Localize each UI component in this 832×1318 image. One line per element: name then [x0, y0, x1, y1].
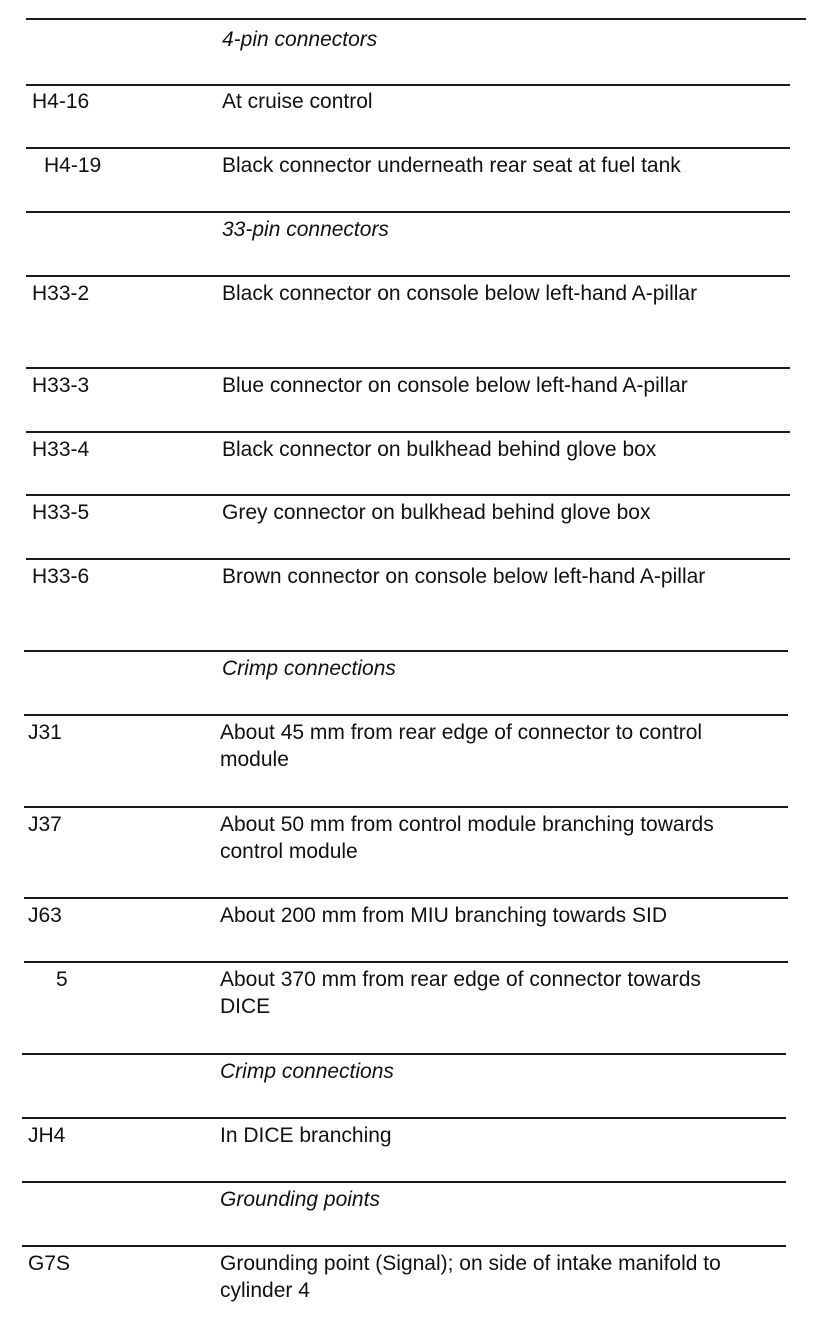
- row-divider: [24, 650, 788, 652]
- connector-code: G7S: [28, 1252, 71, 1275]
- connector-code: 5: [56, 968, 68, 991]
- location-description: At cruise control: [222, 90, 373, 113]
- location-description: In DICE branching: [220, 1124, 392, 1147]
- section-heading: Crimp connections: [222, 657, 396, 680]
- location-description: Black connector on bulkhead behind glove box: [222, 438, 657, 461]
- location-description: Blue connector on console below left-hand A-pillar: [222, 374, 688, 397]
- location-description: About 45 mm from rear edge of connector to control module: [220, 721, 703, 771]
- connector-code: H33-2: [32, 282, 90, 305]
- section-heading: Crimp connections: [220, 1060, 394, 1083]
- connector-code: J31: [28, 721, 62, 744]
- connector-code: H4-16: [32, 90, 90, 113]
- connector-code: H33-4: [32, 438, 90, 461]
- connector-code: H33-5: [32, 501, 90, 524]
- connector-code: JH4: [28, 1124, 66, 1147]
- connector-code: H4-19: [44, 154, 102, 177]
- row-divider: [26, 431, 790, 433]
- row-divider: [22, 1117, 786, 1119]
- row-divider: [26, 558, 790, 560]
- row-divider: [26, 147, 790, 149]
- section-heading: Grounding points: [220, 1188, 380, 1211]
- location-description: Black connector underneath rear seat at fuel tank: [222, 154, 681, 177]
- row-divider: [22, 1245, 786, 1247]
- row-divider: [26, 494, 790, 496]
- row-divider: [26, 367, 790, 369]
- row-divider: [24, 714, 788, 716]
- row-divider: [26, 18, 806, 20]
- location-description: Grey connector on bulkhead behind glove box: [222, 501, 651, 524]
- row-divider: [24, 961, 788, 963]
- row-divider: [26, 84, 790, 86]
- connector-code: J63: [28, 904, 62, 927]
- section-heading: 4-pin connectors: [222, 28, 378, 51]
- row-divider: [26, 275, 790, 277]
- row-divider: [26, 211, 790, 213]
- location-description: About 370 mm from rear edge of connector towards DICE: [220, 968, 701, 1018]
- location-description: Black connector on console below left-hand A-pillar: [222, 282, 698, 305]
- location-description: Grounding point (Signal); on side of intake manifold to cylinder 4: [220, 1252, 721, 1302]
- row-divider: [22, 1181, 786, 1183]
- connector-code: H33-3: [32, 374, 90, 397]
- connector-code: J37: [28, 813, 62, 836]
- connector-code: H33-6: [32, 565, 90, 588]
- location-description: About 200 mm from MIU branching towards SID: [220, 904, 668, 927]
- location-description: Brown connector on console below left-hand A-pillar: [222, 565, 706, 588]
- row-divider: [24, 806, 788, 808]
- section-heading: 33-pin connectors: [222, 218, 389, 241]
- row-divider: [22, 1053, 786, 1055]
- row-divider: [24, 897, 788, 899]
- location-description: About 50 mm from control module branching towards control module: [220, 813, 714, 863]
